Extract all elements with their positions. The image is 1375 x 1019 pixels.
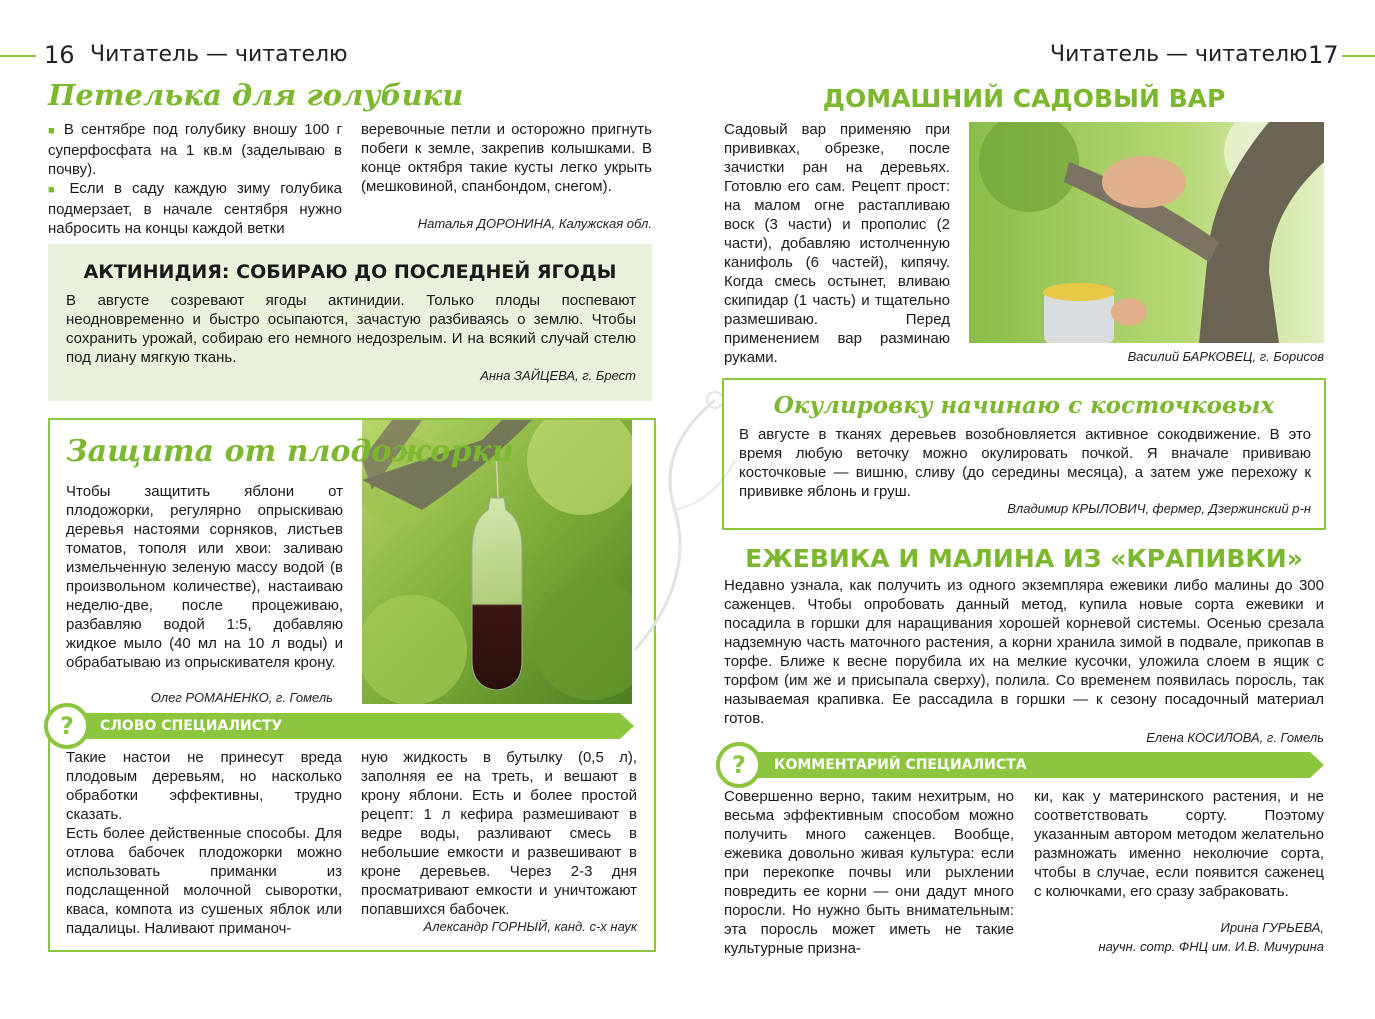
article-column	[48, 120, 342, 238]
author-signature: Анна ЗАЙЦЕВА, г. Брест	[480, 368, 636, 383]
article-text: Недавно узнала, как получить из одного экземпляра ежевики либо малины до 300 саженцев. Чтобы опробовать данный метод, купила новые сорта ежевики и посадила в горшки для наращивания хорошей корневой системы. Осенью срезала надземную часть маточного растения, а корни хранила зимой в подвале, прикопав в торфе. Ближе к весне порубила их на мелкие кусочки, уложила слоем в ящик с торфом (им же и присыпала сверху), полила. Со временем появилась поросль, так называемая крапивка. Ее рассадила в горшки — к сезону посадочный материал готов.	[724, 577, 1324, 727]
article-frame	[722, 378, 1326, 530]
running-title-right: Читатель — читателю	[1050, 42, 1308, 67]
expert-signature: Александр ГОРНЫЙ, канд. с-х наук	[423, 919, 637, 934]
author-signature: Олег РОМАНЕНКО, г. Гомель	[150, 690, 333, 705]
tree-grafting-photo	[969, 122, 1324, 343]
bullet-paragraph: ■ В сентябре под голубику вношу 100 г суперфосфата на 1 кв.м (заделываю в почву).	[48, 120, 342, 179]
expert-column: ную жидкость в бутылку (0,5 л), заполняя ее на треть, и вешают в крону яблони. Есть и более простой рецепт: 1 л кефира размешивают в ведре воды, разливают смесь в небольшие емкости и развешивают в кроне деревьев. Через 2-3 дня просматривают емкости и уничтожают попавшихся бабочек.	[361, 749, 637, 918]
bullet-paragraph: ■ Если в саду каждую зиму голубика подмерзает, в начале сентября нужно набросить на концы каждой ветки	[48, 179, 342, 238]
article-text: Чтобы защитить яблони от плодожорки, регулярно опрыскиваю деревья настоями сорняков, листьев томатов, тополя или хвои: заливаю измельченную зеленую массу водой (в произвольном количестве), настаиваю неделю-две, после процеживаю, разбавляю водой 1:5, добавляю жидкое мыло (40 мл на 10 л воды) и обрабатываю из опрыскивателя крону.	[66, 483, 343, 671]
expert-banner: КОММЕНТАРИЙ СПЕЦИАЛИСТА	[722, 752, 1310, 778]
page-number-left: 16	[44, 41, 75, 69]
author-signature: Василий БАРКОВЕЦ, г. Борисов	[1127, 349, 1324, 364]
expert-column: Совершенно верно, таким нехитрым, но весьма эффективным способом можно получить много саженцев. Вообще, ежевика довольно живая культура: если при перекопке почвы или рыхлении повредить ее корни — они дадут много поросли. Но нужно быть внимательным: эта поросль может иметь не такие культурные призна-	[724, 788, 1014, 957]
expert-banner: СЛОВО СПЕЦИАЛИСТУ	[48, 713, 620, 739]
article-box	[48, 244, 652, 401]
author-signature: Елена КОСИЛОВА, г. Гомель	[1146, 730, 1324, 745]
article-column: веревочные петли и осторожно пригнуть побеги к земле, закрепив колышками. В конце октября такие кусты легко укрыть (мешковиной, спанбондом, снегом).	[361, 121, 652, 195]
tree-grafting-image	[969, 122, 1324, 343]
author-signature: Наталья ДОРОНИНА, Калужская обл.	[417, 216, 652, 231]
page-number-right: 17	[1308, 41, 1339, 69]
expert-column: ки, как у материнского растения, и не соответствовать сорту. Поэтому указанным автором методом желательно размножать именно неколючие сорта, чтобы в случае, если появится саженец с колючками, его сразу забраковать.	[1034, 788, 1324, 900]
article-title: АКТИНИДИЯ: СОБИРАЮ ДО ПОСЛЕДНЕЙ ЯГОДЫ	[83, 261, 617, 283]
magnifier-question-icon: ?	[44, 703, 90, 749]
expert-signature: Ирина ГУРЬЕВА,	[1220, 920, 1324, 935]
article-title: ЕЖЕВИКА И МАЛИНА ИЗ «КРАПИВКИ»	[745, 544, 1303, 573]
author-signature: Владимир КРЫЛОВИЧ, фермер, Дзержинский р-н	[1007, 501, 1311, 516]
article-text: В августе в тканях деревьев возобновляется активное сокодвижение. В это время любую веточку можно окулировать почкой. Я вначале прививаю косточковые — вишню, сливу (до середины месяца), а затем уже перехожу к прививке яблонь и груш.	[739, 426, 1311, 500]
header-rule-right	[1342, 55, 1375, 57]
article-title: Петелька для голубики	[48, 78, 464, 112]
article-text: В августе созревают ягоды актинидии. Только плоды поспевают неодновременно и быстро осыпаются, зачастую разбиваясь о землю. Чтобы сохранить урожай, собираю его немного недозрелым. И на всякий случай стелю под лиану мягкую ткань.	[66, 292, 636, 366]
running-title-left: Читатель — читателю	[90, 42, 348, 67]
article-text: Садовый вар применяю при прививках, обрезке, после зачистки ран на деревьях. Готовлю его сам. Рецепт прост: на малом огне растапливаю воск (3 части) и прополис (2 части), добавляю истолченную канифоль (6 частей), кипячу. Когда смесь остынет, вливаю скипидар (1 часть) и тщательно размешиваю. Перед применением вар разминаю руками.	[724, 121, 950, 366]
header-rule-left	[0, 55, 36, 57]
article-title: Защита от плодожорки	[66, 434, 514, 469]
article-title: Окулировку начинаю с косточковых	[773, 392, 1275, 419]
expert-column: Такие настои не принесут вреда плодовым деревьям, но насколько обработки эффективны, трудно сказать. Есть более действенные способы. Для отлова бабочек плодожорки можно использовать приманки из подслащенной молочной сыворотки, кваса, компота из сушеных яблок или падалицы. Наливают приманоч-	[66, 749, 342, 937]
article-title: ДОМАШНИЙ САДОВЫЙ ВАР	[822, 84, 1226, 113]
magnifier-question-icon: ?	[716, 742, 762, 788]
expert-signature: научн. сотр. ФНЦ им. И.В. Мичурина	[1098, 939, 1324, 954]
